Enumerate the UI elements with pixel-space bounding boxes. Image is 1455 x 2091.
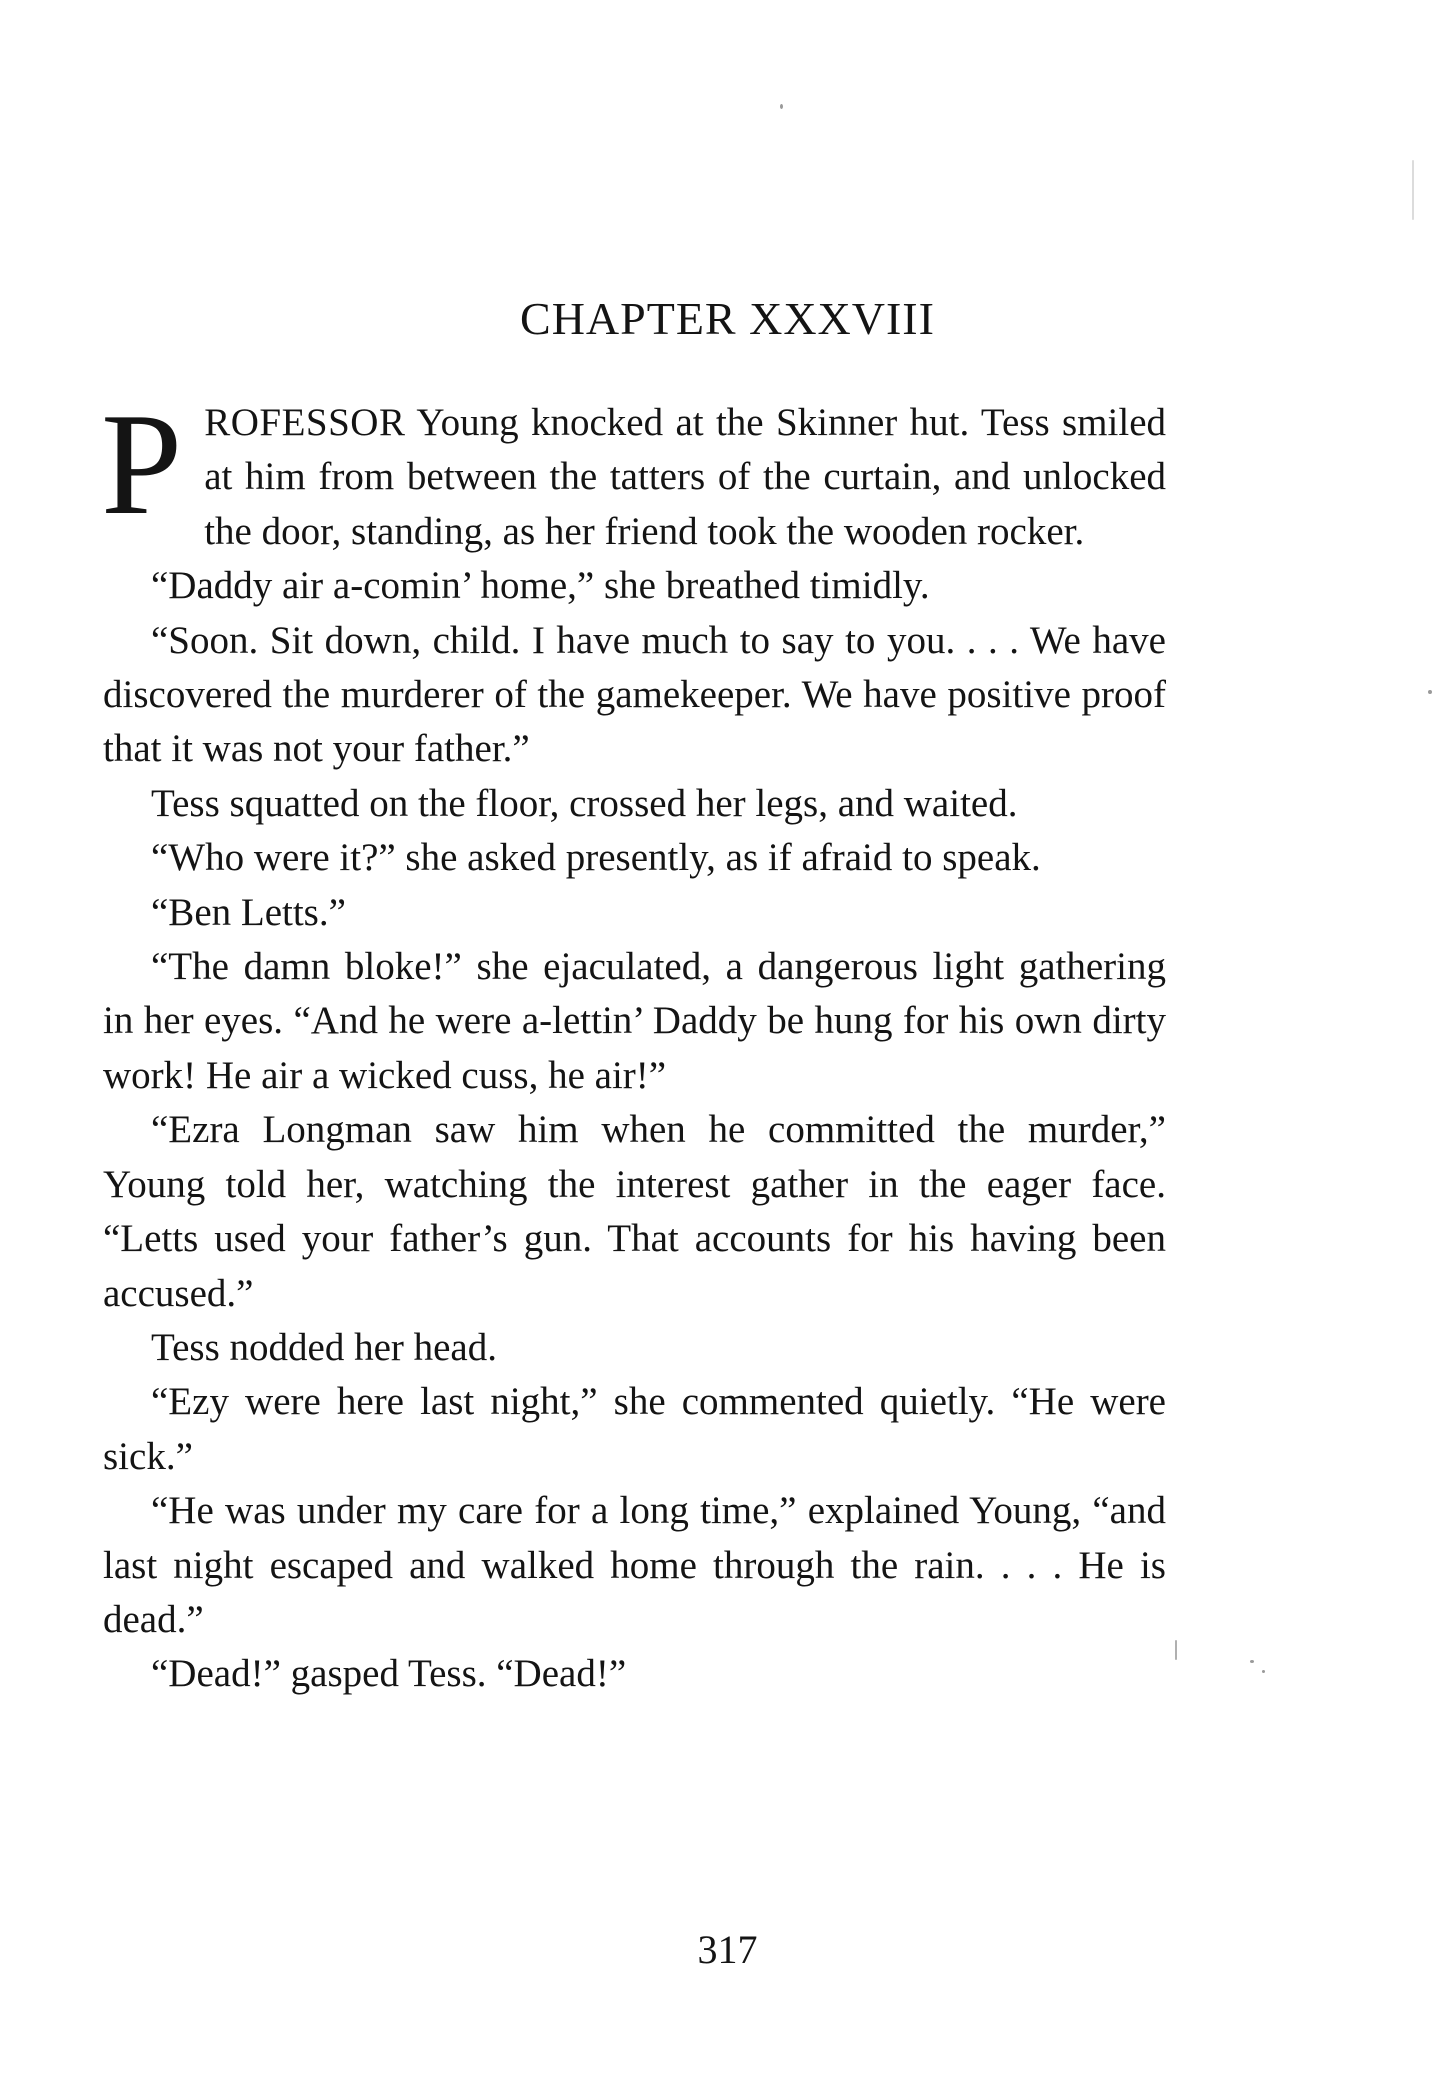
paragraph: “Soon. Sit down, child. I have much to say to you. . . . We have discovered the murderer of the gamekeeper. We have positive proof that it was not your father.” (103, 618, 1166, 771)
opening-paragraph (101, 383, 1166, 559)
drop-cap: P (101, 383, 183, 545)
paragraph: “He was under my care for a long time,” explained Young, “and last night escaped and walked home through the rain. . . . He is dead.” (103, 1489, 1166, 1641)
paragraph: “Ezra Longman saw him when he committed the murder,” Young told her, watching the interest gather in the eager face. “Letts used your father’s gun. That accounts for his having been accused.” (103, 1108, 1166, 1315)
paragraph: “Ezy were here last night,” she commented quietly. “He were sick.” (103, 1380, 1166, 1478)
body-text (101, 383, 1166, 1702)
paragraph: Tess nodded her head. (151, 1325, 497, 1369)
page-number: 317 (697, 1927, 758, 1972)
lead-caps: ROFESSOR (204, 401, 406, 444)
scan-speck (1175, 1640, 1177, 1660)
chapter-title: CHAPTER XXXVIII (520, 293, 935, 344)
scan-speck (1262, 1670, 1265, 1673)
paragraph: “Ben Letts.” (151, 890, 346, 934)
opening-text: Young knocked at the Skinner hut. Tess smiled at him from between the tatters of the curtain, and unlocked the door, standing, as her friend took the wooden rocker. (204, 401, 1166, 553)
paragraph: “Daddy air a-comin’ home,” she breathed timidly. (151, 564, 930, 608)
scan-speck (780, 104, 783, 109)
paragraph: Tess squatted on the floor, crossed her legs, and waited. (151, 781, 1018, 825)
paragraph: “Dead!” gasped Tess. “Dead!” (151, 1652, 627, 1696)
scan-speck (1250, 1660, 1254, 1663)
scan-speck (1412, 160, 1414, 220)
paragraph: “The damn bloke!” she ejaculated, a dangerous light gathering in her eyes. “And he were a-lettin’ Daddy be hung for his own dirty work! He air a wicked cuss, he air!” (103, 945, 1166, 1097)
paragraph: “Who were it?” she asked presently, as if afraid to speak. (151, 836, 1041, 880)
scan-speck (1428, 690, 1432, 694)
